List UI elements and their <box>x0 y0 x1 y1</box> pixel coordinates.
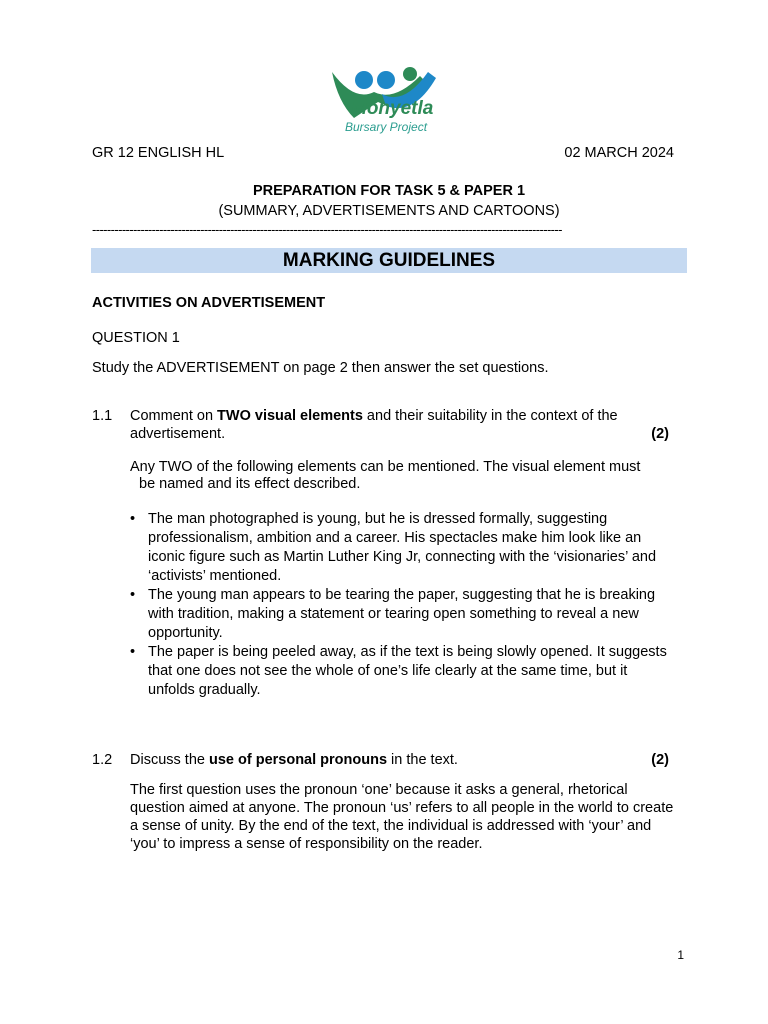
logo-name: Monyetla <box>351 98 434 119</box>
question-text-bold: use of personal pronouns <box>208 752 388 768</box>
question-1-1-marks: (2) <box>651 426 669 442</box>
answer-intro-line2: be named and its effect described. <box>139 476 361 492</box>
bullet-item: • The young man appears to be tearing the paper, suggesting that he is breaking with tradition, making a statement or tearing open something to reveal a new opportunity. <box>130 586 670 643</box>
question-text-post: and their suitability in the context of the <box>362 408 618 424</box>
instruction-text: Study the ADVERTISEMENT on page 2 then answer the set questions. <box>92 360 549 376</box>
question-text-pre: Comment on <box>130 408 218 424</box>
banner-title: MARKING GUIDELINES <box>282 250 496 271</box>
question-number: 1.2 <box>92 752 113 768</box>
question-1-2-marks: (2) <box>651 752 669 768</box>
marking-guidelines-banner <box>91 248 687 273</box>
question-1-2-text <box>130 751 610 770</box>
section-heading: ACTIVITIES ON ADVERTISEMENT <box>92 295 326 311</box>
separator-line: ------------------------------------------------------------------------------------------------------------------------------ <box>92 222 562 236</box>
question-1-2-answer: The first question uses the pronoun ‘one’ because it asks a general, rhetorical question aimed at anyone. The pronoun ‘us’ refers to all people in the world to create a sense of unity. By the end of the text, the individual is addressed with ‘your’ and ‘you’ to impress a sense of responsibility on the reader. <box>130 782 674 852</box>
question-number: 1.1 <box>92 408 113 424</box>
document-subtitle: (SUMMARY, ADVERTISEMENTS AND CARTOONS) <box>218 203 560 219</box>
logo-subtitle: Bursary Project <box>345 120 428 134</box>
question-1-1-line2: advertisement. <box>130 426 226 442</box>
page-number: 1 <box>677 948 684 962</box>
bullet-item: • The paper is being peeled away, as if the text is being slowly opened. It suggests that one does not see the whole of one’s life clearly at the same time, but it unfolds gradually. <box>130 643 670 700</box>
question-label: QUESTION 1 <box>92 330 180 346</box>
document-title: PREPARATION FOR TASK 5 & PAPER 1 <box>252 183 526 199</box>
answer-bullets <box>130 510 670 700</box>
question-text-post: in the text. <box>387 752 458 768</box>
question-text-bold: TWO visual elements <box>217 408 363 424</box>
question-1-1-text <box>130 407 670 426</box>
grade-subject: GR 12 ENGLISH HL <box>92 145 225 161</box>
document-date: 02 MARCH 2024 <box>564 145 674 161</box>
bullet-item: • The man photographed is young, but he is dressed formally, suggesting professionalism, ambition and a career. His spectacles make him look like an iconic figure such as Martin Luther King Jr, connecting with the ‘visionaries’ and ‘activists’ mentioned. <box>130 510 670 586</box>
answer-intro-line1: Any TWO of the following elements can be mentioned. The visual element must <box>130 459 641 475</box>
question-text-pre: Discuss the <box>130 752 209 768</box>
